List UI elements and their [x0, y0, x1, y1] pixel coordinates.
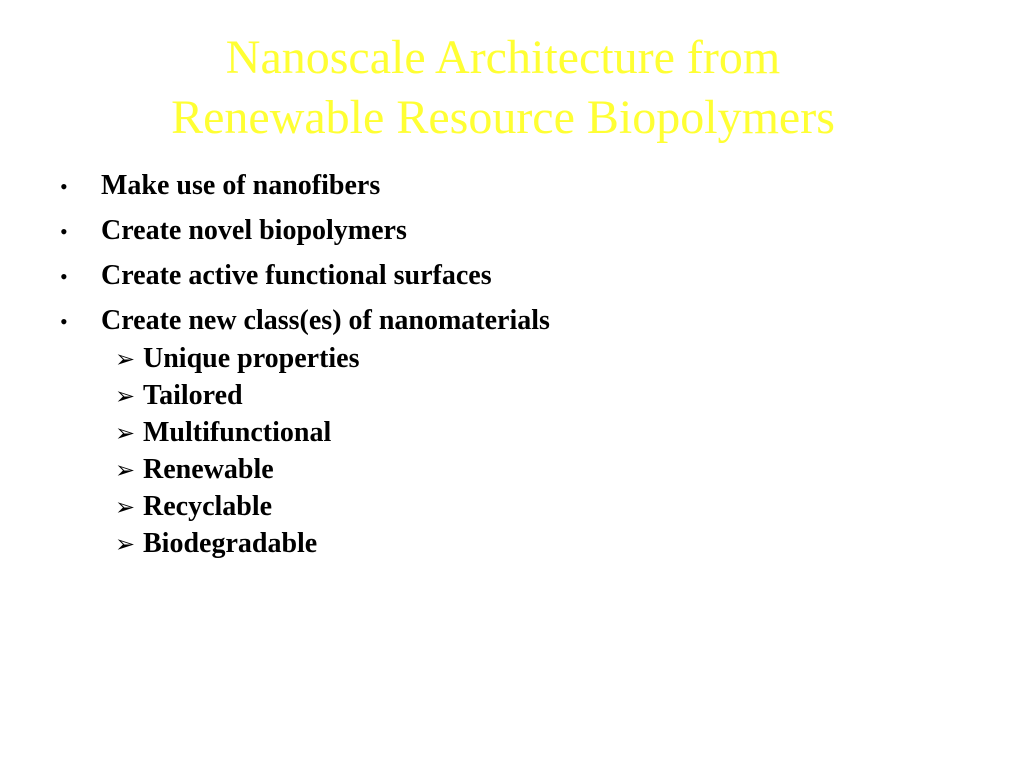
- sub-bullet-item: [115, 525, 956, 562]
- bullet-dot-icon: •: [60, 219, 68, 244]
- sub-bullet-text: Unique properties: [143, 343, 360, 374]
- sub-bullet-item: [115, 340, 956, 377]
- bullet-list: [56, 164, 956, 562]
- sub-bullet-list: [56, 340, 956, 562]
- arrow-bullet-icon: ➢: [115, 382, 136, 410]
- bullet-item: [56, 299, 956, 344]
- sub-bullet-text: Biodegradable: [143, 528, 318, 559]
- sub-bullet-item: [115, 414, 956, 451]
- bullet-text: Create active functional surfaces: [101, 260, 492, 291]
- bullet-text: Create novel biopolymers: [101, 215, 407, 246]
- arrow-bullet-icon: ➢: [115, 493, 136, 521]
- bullet-item: [56, 254, 956, 299]
- slide-title-line-2: Renewable Resource Biopolymers: [171, 91, 835, 144]
- bullet-text: Create new class(es) of nanomaterials: [101, 305, 550, 336]
- slide-title-line-1: Nanoscale Architecture from: [225, 31, 781, 84]
- arrow-bullet-icon: ➢: [115, 419, 136, 447]
- arrow-bullet-icon: ➢: [115, 456, 136, 484]
- bullet-dot-icon: •: [60, 309, 68, 334]
- bullet-text: Make use of nanofibers: [101, 170, 381, 201]
- sub-bullet-item: [115, 377, 956, 414]
- sub-bullet-item: [115, 451, 956, 488]
- sub-bullet-text: Recyclable: [143, 491, 273, 522]
- bullet-dot-icon: •: [60, 264, 68, 289]
- sub-bullet-item: [115, 488, 956, 525]
- arrow-bullet-icon: ➢: [115, 530, 136, 558]
- sub-bullet-text: Renewable: [143, 454, 274, 485]
- arrow-bullet-icon: ➢: [115, 345, 136, 373]
- bullet-item: [56, 209, 956, 254]
- bullet-item: [56, 164, 956, 209]
- sub-bullet-text: Tailored: [143, 380, 243, 411]
- sub-bullet-text: Multifunctional: [143, 417, 332, 448]
- bullet-dot-icon: •: [60, 174, 68, 199]
- slide-title: [0, 28, 1006, 148]
- sub-bullet-container: [56, 340, 956, 562]
